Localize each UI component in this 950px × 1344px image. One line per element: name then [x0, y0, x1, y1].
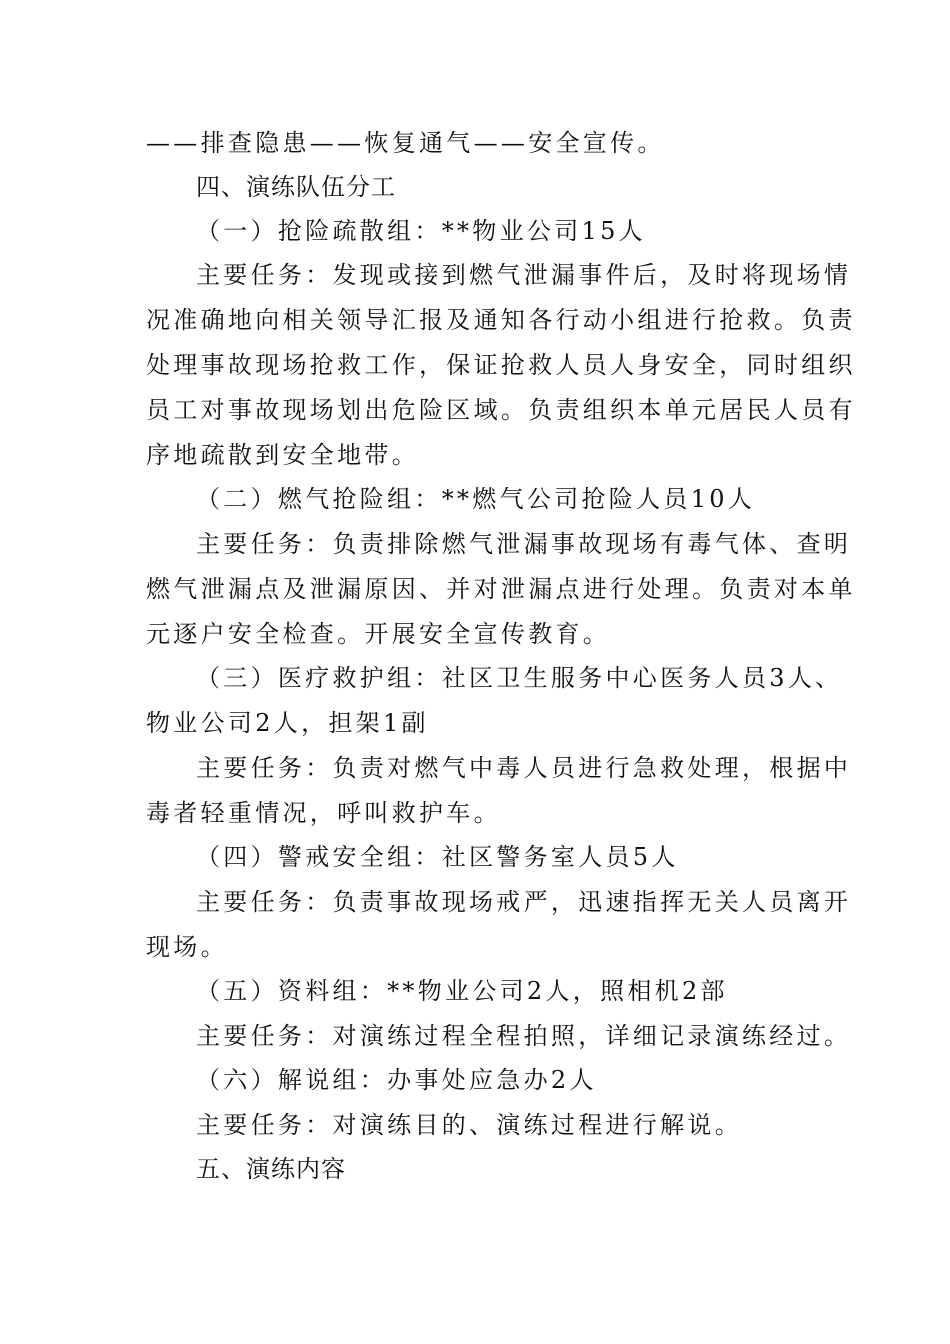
text-line: 主要任务：对演练过程全程拍照，详细记录演练经过。 — [196, 1022, 852, 1050]
text-line: 主要任务：发现或接到燃气泄漏事件后，及时将现场情 — [196, 261, 852, 289]
text-line: ——排查隐患——恢复通气——安全宣传。 — [146, 129, 665, 157]
text-line: 员工对事故现场划出危险区域。负责组织本单元居民人员有 — [146, 396, 856, 424]
subsection-title: （四）警戒安全组：社区警务室人员5人 — [196, 843, 679, 871]
text-line: 物业公司2人，担架1副 — [146, 709, 429, 737]
subsection-title: （一）抢险疏散组：**物业公司15人 — [196, 217, 646, 245]
text-line: 况准确地向相关领导汇报及通知各行动小组进行抢救。负责 — [146, 306, 856, 334]
subsection-title: （二）燃气抢险组：**燃气公司抢险人员10人 — [196, 485, 756, 513]
section-heading: 四、演练队伍分工 — [196, 173, 396, 201]
text-line: 元逐户安全检查。开展安全宣传教育。 — [146, 620, 611, 648]
text-line: 主要任务：负责事故现场戒严，迅速指挥无关人员离开 — [196, 888, 852, 916]
text-line: 现场。 — [146, 933, 228, 961]
text-line: 主要任务：对演练目的、演练过程进行解说。 — [196, 1111, 742, 1139]
text-line: 主要任务：负责排除燃气泄漏事故现场有毒气体、查明 — [196, 530, 852, 558]
subsection-title: （六）解说组：办事处应急办2人 — [196, 1066, 597, 1094]
text-line: 处理事故现场抢救工作，保证抢救人员人身安全，同时组织 — [146, 351, 856, 379]
text-line: 主要任务：负责对燃气中毒人员进行急救处理，根据中 — [196, 754, 852, 782]
subsection-title: （五）资料组：**物业公司2人，照相机2部 — [196, 977, 728, 1005]
text-line: 燃气泄漏点及泄漏原因、并对泄漏点进行处理。负责对本单 — [146, 575, 856, 603]
text-line: 毒者轻重情况，呼叫救护车。 — [146, 799, 501, 827]
text-line: 序地疏散到安全地带。 — [146, 441, 419, 469]
subsection-title: （三）医疗救护组：社区卫生服务中心医务人员3人、 — [196, 664, 843, 692]
section-heading: 五、演练内容 — [196, 1155, 346, 1183]
